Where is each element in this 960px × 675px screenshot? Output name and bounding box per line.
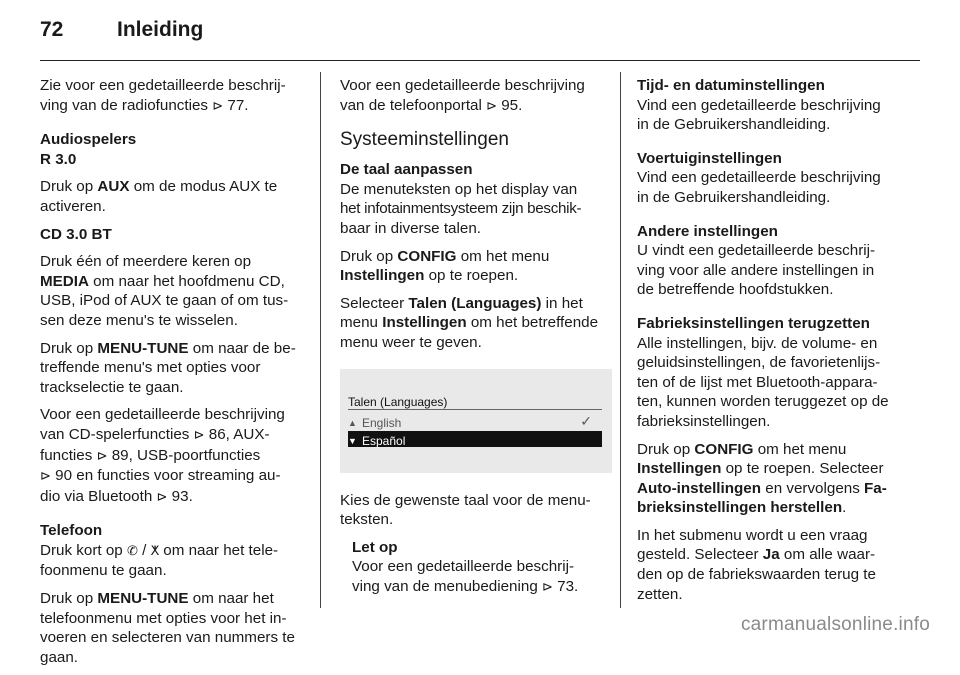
page-ref-arrow-icon: ⊳: [156, 489, 168, 505]
page-ref-arrow-icon: ⊳: [96, 448, 108, 464]
paragraph: Selecteer Talen (Languages) in het menu Instellingen om het betreffende menu weer te geven.: [340, 294, 599, 351]
page-ref-arrow-icon: ⊳: [486, 98, 497, 114]
sub-heading: Fabrieksinstellingen terugzetten: [637, 314, 870, 332]
screen-title: Talen (Languages): [348, 394, 448, 409]
mute-icon: ⵅ: [150, 543, 160, 559]
sub-heading: CD 3.0 BT: [40, 225, 112, 243]
sub-heading: R 3.0: [40, 150, 77, 168]
sub-heading: Voertuiginstellingen: [637, 149, 782, 167]
paragraph: Druk op MENU-TUNE om naar de be- treffende menu's met opties voor trackselectie te gaan.: [40, 339, 296, 396]
section-heading: Telefoon: [40, 522, 103, 540]
paragraph: Zie voor een gedetailleerde beschrij- ving van de radiofuncties ⊳ 77.: [40, 77, 286, 114]
paragraph: [40, 225, 312, 245]
check-icon: ✓: [580, 412, 592, 429]
paragraph: De taal aanpassen De menuteksten op het display van het infotainmentsysteem zijn beschik- baar in diverse talen.: [340, 160, 612, 238]
page-ref-arrow-icon: ⊳: [40, 469, 51, 485]
display-screenshot: [340, 369, 612, 473]
page-number: 72: [40, 18, 64, 41]
header-rule: [40, 60, 920, 61]
column-2: [340, 76, 612, 606]
paragraph: Druk op CONFIG om het menu Instellingen op te roepen.: [340, 247, 550, 285]
screen-divider: [348, 409, 602, 410]
column-divider-2: [620, 72, 621, 608]
page-ref-arrow-icon: ⊳: [193, 427, 205, 443]
scroll-down-icon: ▼: [348, 435, 357, 446]
paragraph: Fabrieksinstellingen terugzetten Alle instellingen, bijv. de volume- en geluidsinstellingen, de favorietenlijs- ten of de lijst met Bluetooth-appara- ten, kunnen worden teruggezet op de fabrieksinstellingen.: [637, 314, 917, 432]
paragraph: Druk op MENU-TUNE om naar het telefoonmenu met opties voor het in- voeren en selecteren van nummers te gaan.: [40, 590, 295, 666]
paragraph: Druk één of meerdere keren op MEDIA om naar het hoofdmenu CD, USB, iPod of AUX te gaan of om tus- sen deze menu's te wisselen.: [40, 253, 289, 329]
column-1: [40, 76, 312, 675]
paragraph: Telefoon Druk kort op ✆ / ⵅ om naar het tele- foonmenu te gaan.: [40, 521, 312, 581]
sub-heading: Tijd- en datuminstellingen: [637, 77, 825, 94]
sub-heading: De taal aanpassen: [340, 161, 473, 179]
screen-option-english: ▲ English ✓: [348, 413, 602, 429]
paragraph: Andere instellingen U vindt een gedetailleerde beschrij- ving voor alle andere instellingen in de betreffende hoofdstukken.: [637, 222, 917, 300]
page-ref-arrow-icon: ⊳: [542, 579, 553, 595]
paragraph: Kies de gewenste taal voor de menu- teksten.: [340, 491, 591, 529]
note-heading: Let op: [352, 538, 398, 556]
paragraph: Voertuiginstellingen Vind een gedetailleerde beschrijving in de Gebruikershandleiding.: [637, 149, 917, 208]
scroll-up-icon: ▲: [348, 417, 357, 428]
paragraph: In het submenu wordt u een vraag gesteld. Selecteer Ja om alle waar- den op de fabriekswaarden terug te zetten.: [637, 526, 876, 603]
sub-heading: Andere instellingen: [637, 222, 778, 240]
paragraph: Druk op CONFIG om het menu Instellingen op te roepen. Selecteer Auto-instellingen en vervolgens Fa- brieksinstellingen herstellen.: [637, 440, 887, 517]
paragraph: Druk op AUX om de modus AUX te activeren.: [40, 178, 278, 215]
paragraph: Tijd- en datuminstellingen Vind een gedetailleerde beschrijving in de Gebruikershandleiding.: [637, 76, 917, 135]
paragraph: [40, 130, 312, 169]
chapter-title: Inleiding: [117, 18, 204, 41]
column-3: [637, 76, 917, 612]
note-block: Let op Voor een gedetailleerde beschrij- ving van de menubediening ⊳ 73.: [340, 538, 612, 598]
page-ref-arrow-icon: ⊳: [212, 98, 224, 114]
section-heading: Audiospelers: [40, 131, 137, 149]
page-header: [40, 18, 920, 50]
watermark: carmanualsonline.info: [740, 614, 930, 635]
paragraph: Voor een gedetailleerde beschrijving van de telefoonportal ⊳ 95.: [340, 77, 585, 114]
phone-icon: ✆: [126, 543, 138, 559]
section-title: Systeeminstellingen: [340, 129, 509, 151]
paragraph: Voor een gedetailleerde beschrijving van CD-spelerfuncties ⊳ 86, AUX- functies ⊳ 89, USB-poortfuncties ⊳ 90 en functies voor streaming au- dio via Bluetooth ⊳ 93.: [40, 406, 285, 505]
screen-option-espanol: ▼ Español: [348, 431, 602, 447]
column-divider-1: [320, 72, 321, 608]
